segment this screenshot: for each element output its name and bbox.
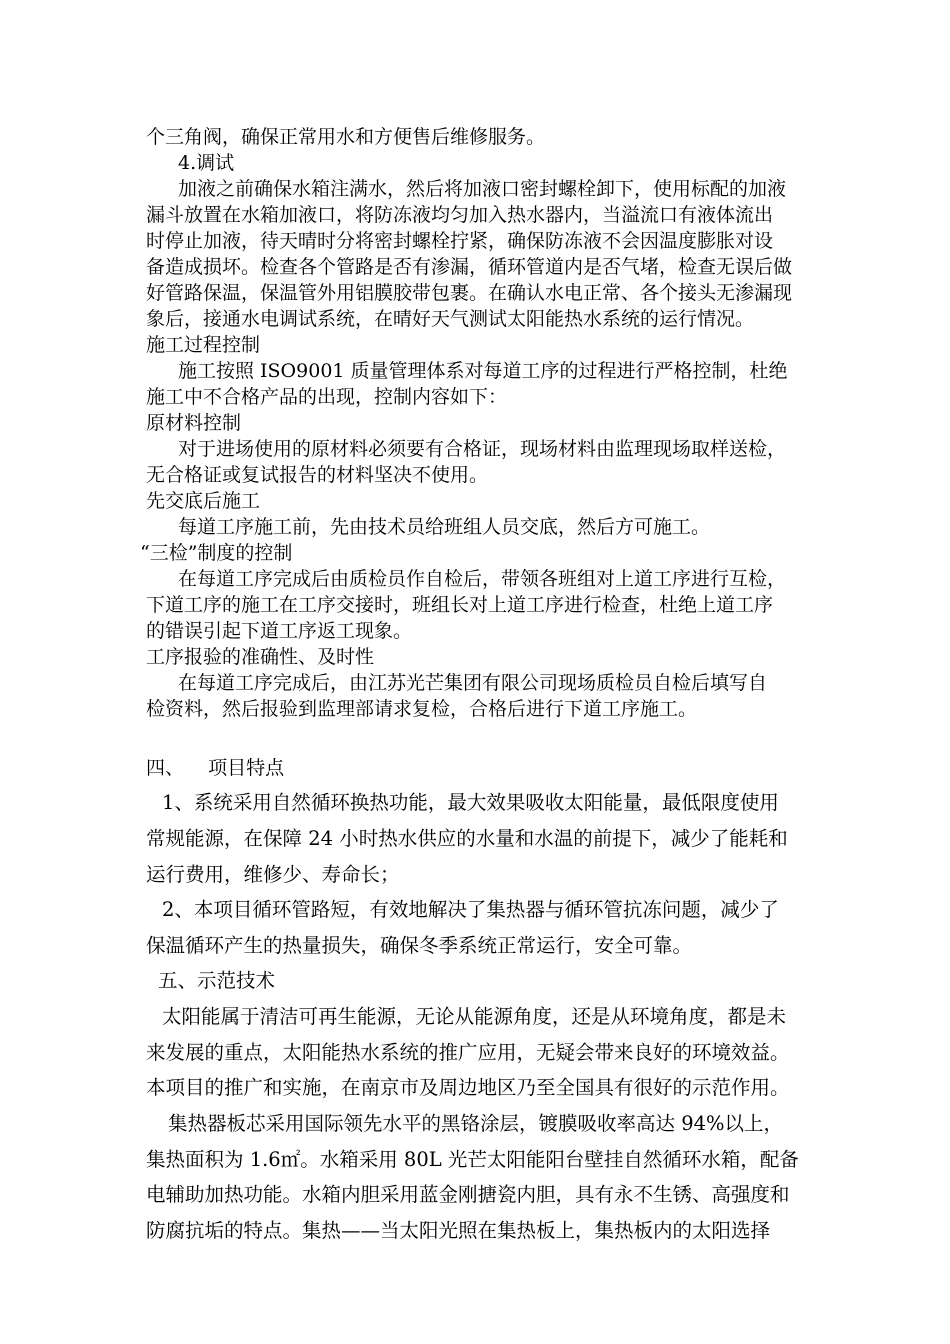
text-line: 运行费用，维修少、寿命长；	[146, 863, 400, 886]
text-line: 2、本项目循环管路短，有效地解决了集热器与循环管抗冻问题，减少了	[162, 898, 779, 921]
text-line: 对于进场使用的原材料必须要有合格证，现场材料由监理现场取样送检，	[178, 438, 787, 460]
text-line: 时停止加液，待天晴时分将密封螺栓拧紧，确保防冻液不会因温度膨胀对设	[146, 230, 774, 252]
text-line: 备造成损坏。检查各个管路是否有渗漏，循环管道内是否气堵，检查无误后做	[146, 256, 793, 278]
text-line: 保温循环产生的热量损失，确保冬季系统正常运行，安全可靠。	[146, 934, 693, 957]
text-line: 象后，接通水电调试系统，在晴好天气测试太阳能热水系统的运行情况。	[146, 308, 755, 330]
text-line: 好管路保温，保温管外用铝膜胶带包裹。在确认水电正常、各个接头无渗漏现	[146, 282, 793, 304]
text-line: 太阳能属于清洁可再生能源，无论从能源角度，还是从环境角度，都是未	[162, 1005, 787, 1028]
text-line: 电辅助加热功能。水箱内胆采用蓝金刚搪瓷内胆，具有永不生锈、高强度和	[146, 1183, 790, 1206]
section-heading: 施工过程控制	[146, 334, 261, 356]
text-line: 集热器板芯采用国际领先水平的黑铬涂层，镀膜吸收率高达 94%以上，	[168, 1112, 784, 1135]
section-heading: 原材料控制	[146, 412, 242, 434]
text-line: 1、系统采用自然循环换热功能，最大效果吸收太阳能量，最低限度使用	[162, 791, 779, 814]
text-line: 个三角阀，确保正常用水和方便售后维修服务。	[146, 126, 546, 148]
text-line: 漏斗放置在水箱加液口，将防冻液均匀加入热水器内，当溢流口有液体流出	[146, 204, 774, 226]
section-heading: 四、 项目特点	[146, 757, 285, 779]
section-heading: 工序报验的准确性、及时性	[146, 646, 375, 668]
text-line: 来发展的重点，太阳能热水系统的推广应用，无疑会带来良好的环境效益。	[146, 1041, 790, 1064]
section-heading: 4.调试	[178, 152, 235, 174]
text-line: 加液之前确保水箱注满水，然后将加液口密封螺栓卸下，使用标配的加液	[178, 178, 787, 200]
text-line: 在每道工序完成后由质检员作自检后，带领各班组对上道工序进行互检，	[178, 568, 787, 590]
text-line: 防腐抗垢的特点。集热——当太阳光照在集热板上，集热板内的太阳选择	[146, 1219, 771, 1242]
text-line: 的错误引起下道工序返工现象。	[146, 620, 413, 642]
text-line: 在每道工序完成后，由江苏光芒集团有限公司现场质检员自检后填写自	[178, 672, 768, 694]
text-line: 下道工序的施工在工序交接时，班组长对上道工序进行检查，杜绝上道工序	[146, 594, 774, 616]
text-line: 检资料，然后报验到监理部请求复检，合格后进行下道工序施工。	[146, 698, 698, 720]
text-line: 施工中不合格产品的出现，控制内容如下：	[146, 386, 508, 408]
text-line: 施工按照 ISO9001 质量管理体系对每道工序的过程进行严格控制，杜绝	[178, 360, 788, 382]
section-heading: “三检”制度的控制	[140, 542, 293, 564]
text-line: 每道工序施工前，先由技术员给班组人员交底，然后方可施工。	[178, 516, 711, 538]
text-line: 常规能源，在保障 24 小时热水供应的水量和水温的前提下，减少了能耗和	[146, 827, 788, 850]
text-line: 本项目的推广和实施，在南京市及周边地区乃至全国具有很好的示范作用。	[146, 1076, 790, 1099]
text-line: 无合格证或复试报告的材料坚决不使用。	[146, 464, 489, 486]
section-heading: 先交底后施工	[146, 490, 261, 512]
section-heading: 五、示范技术	[158, 969, 276, 992]
text-line: 集热面积为 1.6㎡。水箱采用 80L 光芒太阳能阳台壁挂自然循环水箱，配备	[146, 1148, 799, 1171]
